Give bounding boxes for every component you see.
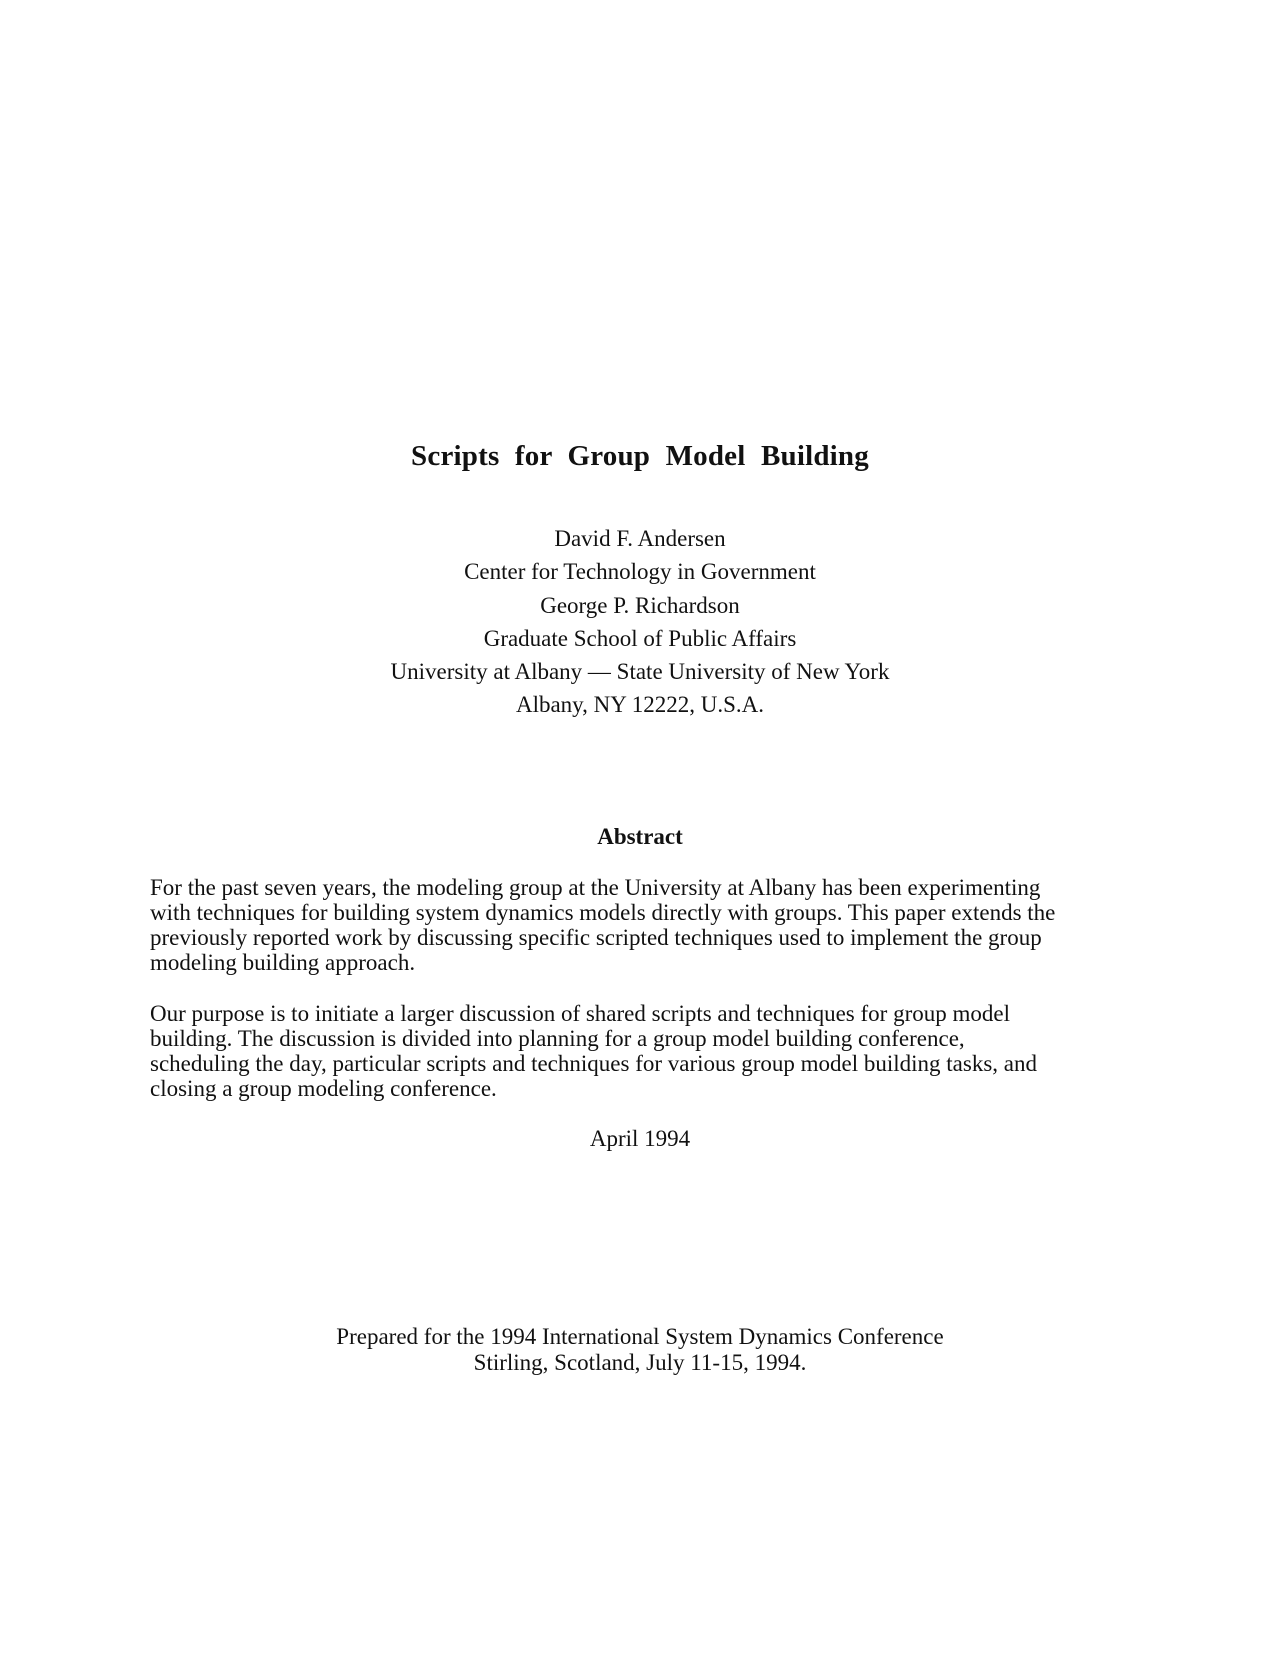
- text-line: For the past seven years, the modeling group at the University at Albany has been experimenting: [150, 875, 1041, 900]
- author-block: [0, 522, 1280, 722]
- paper-date: April 1994: [589, 1126, 691, 1151]
- text-line: closing a group modeling conference.: [150, 1076, 497, 1101]
- abstract-paragraph-1: [150, 875, 1140, 975]
- text-line: scheduling the day, particular scripts and techniques for various group model building tasks, and: [150, 1051, 1037, 1076]
- abstract-heading: Abstract: [597, 824, 683, 849]
- author-affiliation: Center for Technology in Government: [464, 559, 816, 585]
- text-line: previously reported work by discussing specific scripted techniques used to implement the group: [150, 925, 1042, 950]
- paper-title: Scripts for Group Model Building: [411, 440, 869, 472]
- text-line: modeling building approach.: [150, 950, 416, 975]
- conference-note: [0, 1324, 1280, 1375]
- university-line: University at Albany — State University of New York: [390, 659, 890, 685]
- author-affiliation: Graduate School of Public Affairs: [483, 625, 797, 651]
- author-name: David F. Andersen: [554, 526, 726, 551]
- conference-location-line: Stirling, Scotland, July 11-15, 1994.: [473, 1349, 807, 1375]
- address-line: Albany, NY 12222, U.S.A.: [515, 692, 765, 718]
- text-line: with techniques for building system dynamics models directly with groups. This paper extends the: [150, 900, 1056, 925]
- conference-line: Prepared for the 1994 International System Dynamics Conference: [336, 1324, 944, 1349]
- text-line: building. The discussion is divided into planning for a group model building conference,: [150, 1026, 965, 1051]
- author-name: George P. Richardson: [540, 592, 740, 618]
- abstract-paragraph-2: [150, 1001, 1140, 1101]
- text-line: Our purpose is to initiate a larger discussion of shared scripts and techniques for group model: [150, 1001, 1010, 1026]
